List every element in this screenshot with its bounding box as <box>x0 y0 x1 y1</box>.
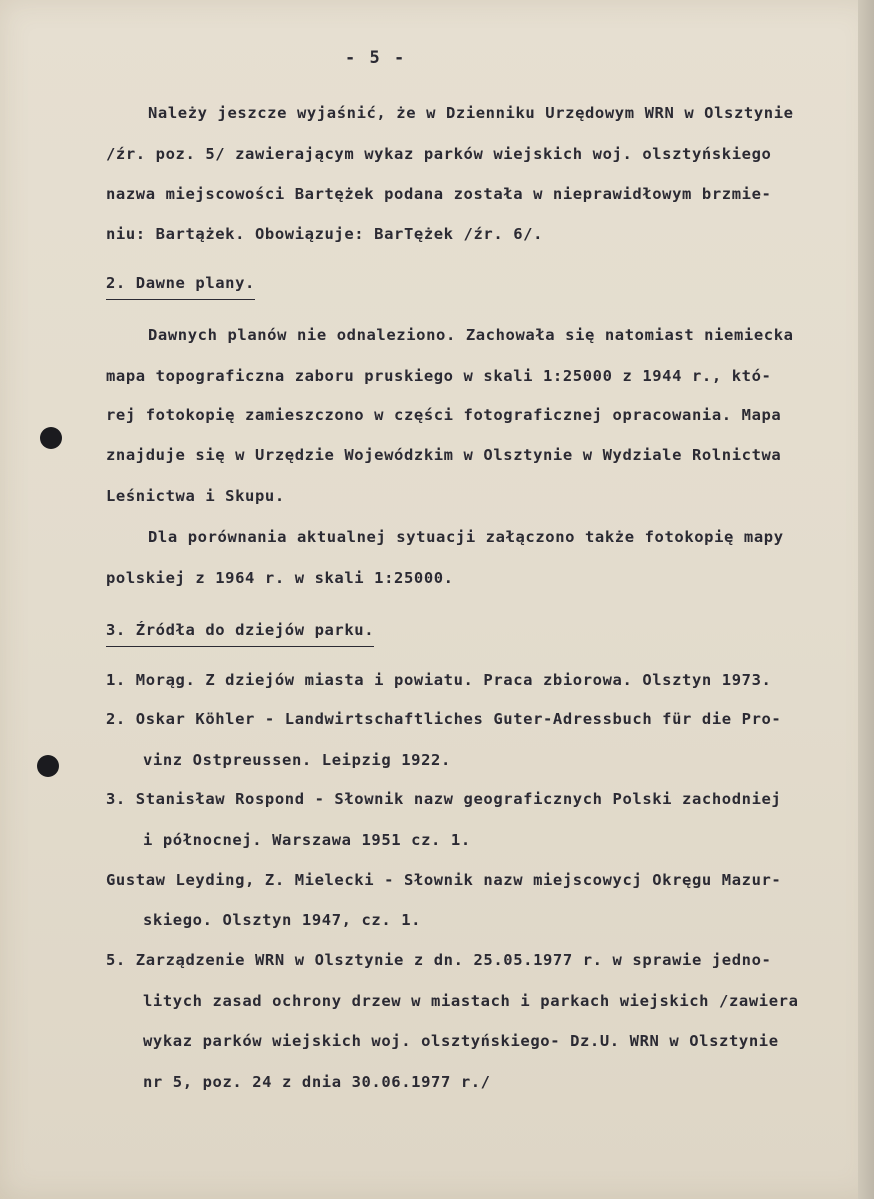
source-line: i północnej. Warszawa 1951 cz. 1. <box>143 831 471 849</box>
source-line: nr 5, poz. 24 z dnia 30.06.1977 r./ <box>143 1073 491 1091</box>
paragraph-line: /źr. poz. 5/ zawierającym wykaz parków wiejskich woj. olsztyńskiego <box>106 145 772 163</box>
paragraph-line: Dawnych planów nie odnaleziono. Zachowała się natomiast niemiecka <box>148 326 794 344</box>
punch-hole <box>40 427 62 449</box>
source-line: 1. Morąg. Z dziejów miasta i powiatu. Praca zbiorowa. Olsztyn 1973. <box>106 671 772 689</box>
source-line: 3. Stanisław Rospond - Słownik nazw geograficznych Polski zachodniej <box>106 790 782 808</box>
source-line: wykaz parków wiejskich woj. olsztyńskiego- Dz.U. WRN w Olsztynie <box>143 1032 779 1050</box>
paragraph-line: rej fotokopię zamieszczono w części fotograficznej opracowania. Mapa <box>106 406 782 424</box>
paragraph-line: niu: Bartążek. Obowiązuje: BarTężek /źr. 6/. <box>106 225 543 243</box>
paragraph-line: nazwa miejscowości Bartężek podana została w nieprawidłowym brzmie- <box>106 185 772 203</box>
paragraph-line: Dla porównania aktualnej sytuacji załączono także fotokopię mapy <box>148 528 784 546</box>
page-edge <box>858 0 874 1199</box>
source-line: vinz Ostpreussen. Leipzig 1922. <box>143 751 451 769</box>
source-line: 2. Oskar Köhler - Landwirtschaftliches Guter-Adressbuch für die Pro- <box>106 710 782 728</box>
paragraph-line: polskiej z 1964 r. w skali 1:25000. <box>106 569 454 587</box>
source-line: Gustaw Leyding, Z. Mielecki - Słownik nazw miejscowycj Okręgu Mazur- <box>106 871 782 889</box>
paragraph-line: mapa topograficzna zaboru pruskiego w skali 1:25000 z 1944 r., któ- <box>106 367 772 385</box>
source-line: skiego. Olsztyn 1947, cz. 1. <box>143 911 422 929</box>
section-heading: 2. Dawne plany. <box>106 273 255 300</box>
paragraph-line: znajduje się w Urzędzie Wojewódzkim w Olsztynie w Wydziale Rolnictwa <box>106 446 782 464</box>
page-number: - 5 - <box>345 48 407 68</box>
section-heading: 3. Źródła do dziejów parku. <box>106 620 374 647</box>
source-line: litych zasad ochrony drzew w miastach i parkach wiejskich /zawiera <box>143 992 799 1010</box>
paragraph-line: Leśnictwa i Skupu. <box>106 487 285 505</box>
paragraph-line: Należy jeszcze wyjaśnić, że w Dzienniku Urzędowym WRN w Olsztynie <box>148 104 794 122</box>
source-line: 5. Zarządzenie WRN w Olsztynie z dn. 25.05.1977 r. w sprawie jedno- <box>106 951 772 969</box>
punch-hole <box>37 755 59 777</box>
